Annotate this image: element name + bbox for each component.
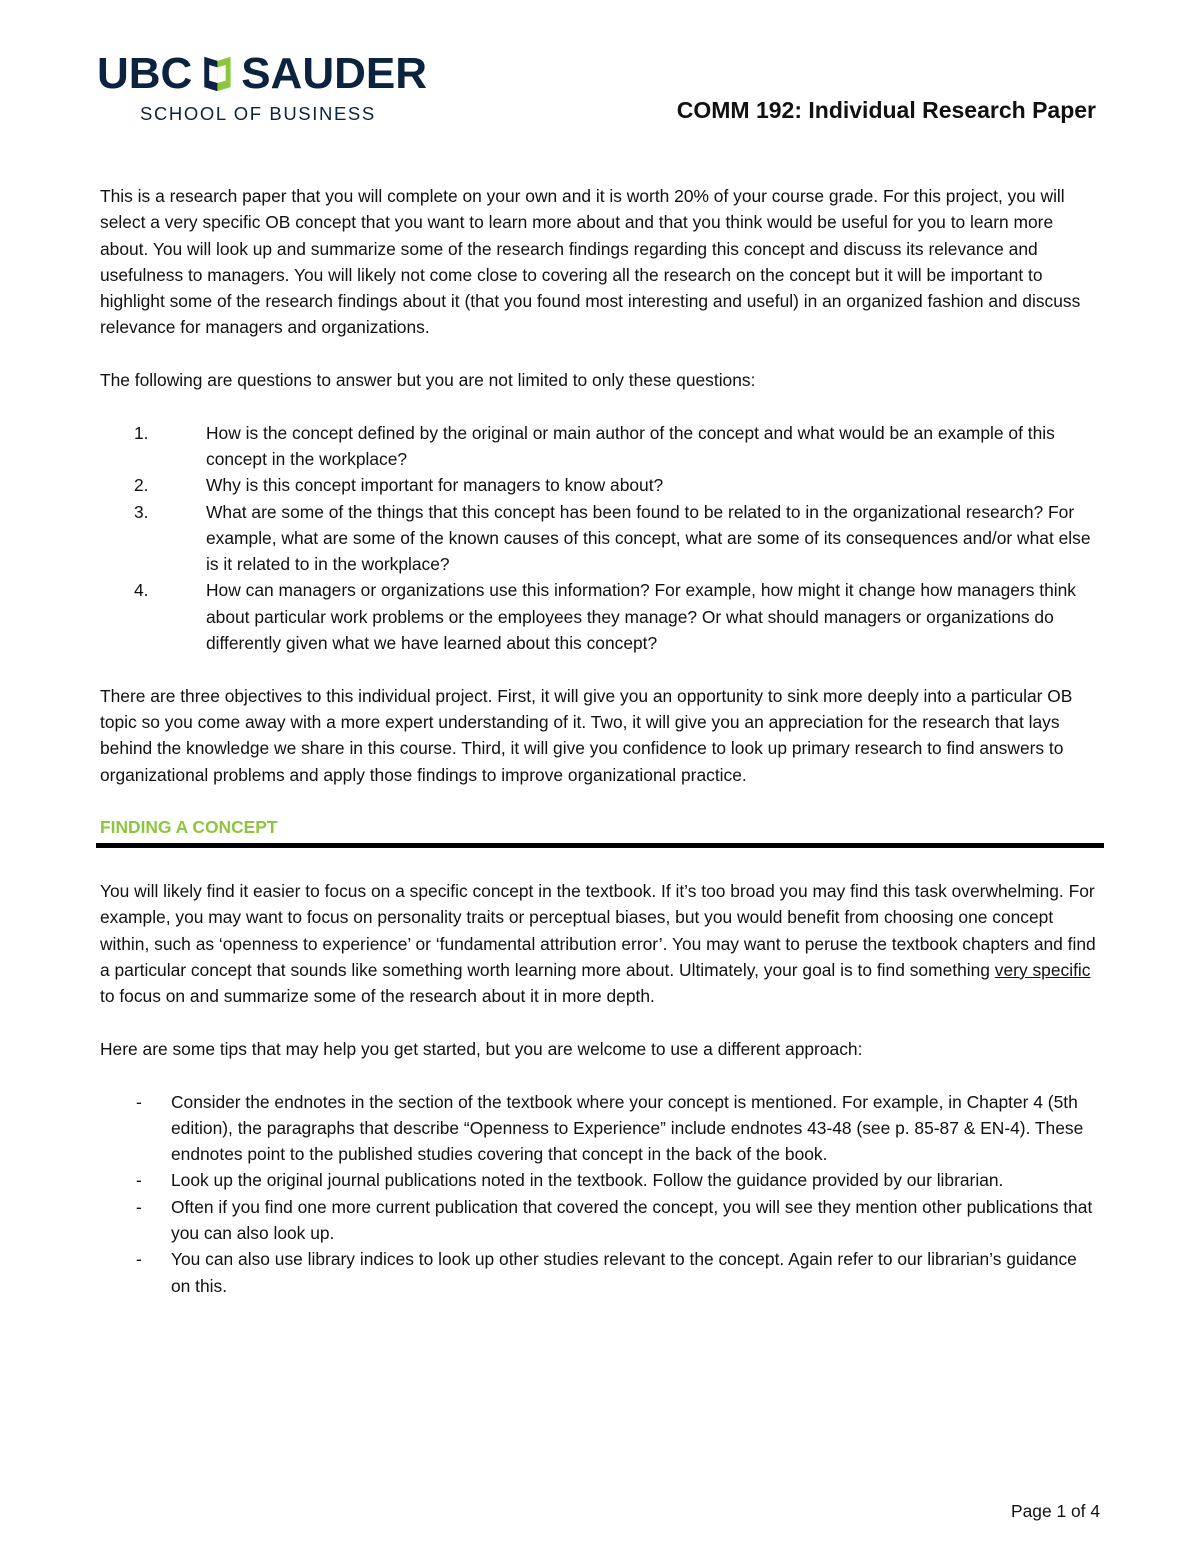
- tip-text: Consider the endnotes in the section of the textbook where your concept is mentioned. For example, in Chapter 4 (5th edition), the paragraphs that describe “Openness to Experience” include endnotes 43-48 (see p. 85-87 & EN-4). These endnotes point to the published studies covering that concept in the back of the book.: [171, 1091, 1084, 1165]
- tip-item: [100, 1167, 1100, 1193]
- objectives-paragraph: There are three objectives to this individual project. First, it will give you an opportunity to sink more deeply into a particular OB topic so you come away with a more expert understanding of it. Two, it will give you an appreciation for the research that lays behind the knowledge we share in this course. Third, it will give you confidence to look up primary research to find answers to organizational problems and apply those findings to improve organizational practice.: [100, 685, 1073, 785]
- question-number: 1.: [134, 422, 149, 443]
- tip-dash: -: [136, 1170, 142, 1191]
- tips-lead: Here are some tips that may help you get started, but you are welcome to use a different approach:: [100, 1038, 863, 1059]
- question-number: 3.: [134, 501, 149, 522]
- tip-item: [100, 1246, 1100, 1299]
- question-text: What are some of the things that this concept has been found to be related to in the organizational research? For example, what are some of the known causes of this concept, what are some of its consequences and/or what else is it related to in the workplace?: [206, 501, 1091, 575]
- section-heading-finding-concept: FINDING A CONCEPT: [100, 817, 278, 838]
- question-text: How can managers or organizations use this information? For example, how might it change how managers think about particular work problems or the employees they manage? Or what should managers or organizations do differently given what we have learned about this concept?: [206, 580, 1076, 654]
- ubc-sauder-logo: [97, 48, 427, 128]
- tip-dash: -: [136, 1249, 142, 1270]
- page-number: Page 1 of 4: [1011, 1501, 1100, 1521]
- document-body: [100, 183, 1100, 1299]
- question-item: [100, 472, 1100, 498]
- question-number: 4.: [134, 580, 149, 601]
- intro-paragraph: This is a research paper that you will complete on your own and it is worth 20% of your course grade. For this project, you will select a very specific OB concept that you want to learn more about and that you think would be useful for you to learn more about. You will look up and summarize some of the research findings regarding this concept and discuss its relevance and usefulness to managers. You will likely not come close to covering all the research on the concept but it will be important to highlight some of the research findings about it (that you found most interesting and useful) in an organized fashion and discuss relevance for managers and organizations.: [100, 186, 1081, 338]
- tip-item: [100, 1194, 1100, 1247]
- document-title: COMM 192: Individual Research Paper: [676, 97, 1096, 123]
- finding-text-start: You will likely find it easier to focus on a specific concept in the textbook. If it’s too broad you may find this task overwhelming. For example, you may want to focus on personality traits or perceptual biases, but you would benefit from choosing one concept within, such as ‘openness to experience’ or ‘fundamental attribution error’. You may want to peruse the textbook chapters and find a particular concept that sounds like something worth learning more about. Ultimately, your goal is to find something: [100, 881, 1096, 981]
- tip-item: [100, 1089, 1100, 1168]
- question-item: [100, 499, 1100, 578]
- finding-paragraph: [100, 878, 1100, 1009]
- tip-dash: -: [136, 1091, 142, 1112]
- questions-list: [100, 420, 1100, 657]
- question-item: [100, 577, 1100, 656]
- logo-row: [97, 48, 427, 100]
- question-number: 2.: [134, 475, 149, 496]
- questions-lead: The following are questions to answer but you are not limited to only these questions:: [100, 370, 756, 391]
- tip-dash: -: [136, 1196, 142, 1217]
- question-item: [100, 420, 1100, 473]
- section-divider: [96, 843, 1104, 848]
- question-text: How is the concept defined by the original or main author of the concept and what would be an example of this concept in the workplace?: [206, 422, 1055, 469]
- tip-text: Look up the original journal publications noted in the textbook. Follow the guidance provided by our librarian.: [171, 1170, 1004, 1191]
- finding-emphasis-very-specific: very specific: [994, 960, 1091, 981]
- logo-word-ubc: UBC: [97, 49, 193, 98]
- logo-subtitle: SCHOOL OF BUSINESS: [140, 103, 376, 124]
- question-text: Why is this concept important for managers to know about?: [206, 475, 664, 496]
- tip-text: Often if you find one more current publication that covered the concept, you will see they mention other publications that you can also look up.: [171, 1196, 1093, 1243]
- ubc-shield-icon: [201, 49, 234, 99]
- tip-text: You can also use library indices to look up other studies relevant to the concept. Again refer to our librarian’s guidance on this.: [171, 1249, 1077, 1296]
- finding-text-end: to focus on and summarize some of the research about it in more depth.: [100, 986, 655, 1007]
- tips-list: [100, 1089, 1100, 1299]
- logo-word-sauder: SAUDER: [241, 49, 427, 98]
